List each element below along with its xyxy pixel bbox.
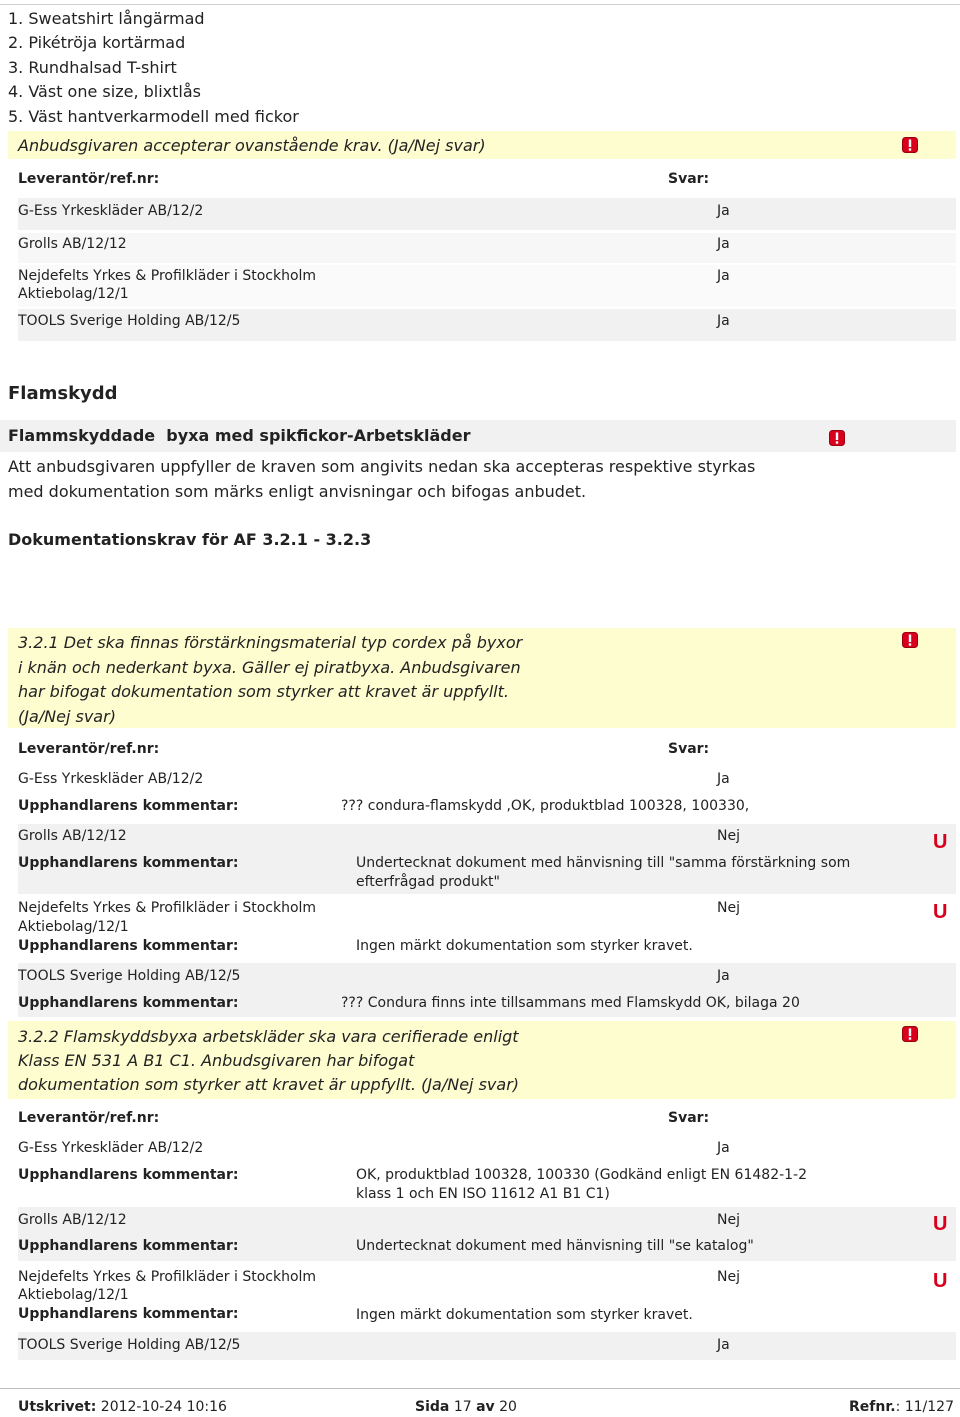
supplier-name: Nejdefelts Yrkes & Profilkläder i Stockholm — [18, 900, 317, 916]
list-item: 2. Pikétröja kortärmad — [8, 33, 186, 52]
requirement-text: Att anbudsgivaren uppfyller de kraven som angivits nedan ska accepteras respektive styrkas — [8, 457, 756, 476]
doc-heading: Dokumentationskrav för AF 3.2.1 - 3.2.3 — [8, 530, 372, 549]
comment-label: Upphandlarens kommentar: — [18, 1167, 239, 1183]
supplier-name-cont: Aktiebolag/12/1 — [18, 1287, 129, 1303]
supplier-name: TOOLS Sverige Holding AB/12/5 — [18, 313, 241, 329]
comment-text: Ingen märkt dokumentation som styrker kravet. — [356, 938, 693, 954]
answer-value: Nej — [717, 900, 740, 916]
answer-value: Ja — [717, 1337, 730, 1353]
warning-icon — [902, 137, 918, 153]
list-item: 4. Väst one size, blixtlås — [8, 82, 201, 101]
supplier-name: G-Ess Yrkeskläder AB/12/2 — [18, 771, 204, 787]
answer-value: Ja — [717, 236, 730, 252]
comment-label: Upphandlarens kommentar: — [18, 938, 239, 954]
supplier-name: TOOLS Sverige Holding AB/12/5 — [18, 968, 241, 984]
comment-text: Ingen märkt dokumentation som styrker kravet. — [356, 1307, 693, 1323]
comment-text: ??? Condura finns inte tillsammans med Flamskydd OK, bilaga 20 — [341, 995, 800, 1011]
footer-ref — [849, 1399, 954, 1415]
supplier-name: G-Ess Yrkeskläder AB/12/2 — [18, 203, 204, 219]
top-divider — [0, 4, 960, 5]
warning-icon — [829, 430, 845, 446]
answer-header: Svar: — [668, 741, 710, 757]
product-title: Flammskyddade byxa med spikfickor-Arbetskläder — [8, 426, 471, 445]
supplier-name: Nejdefelts Yrkes & Profilkläder i Stockholm — [18, 1269, 317, 1285]
requirement-line: 3.2.1 Det ska finnas förstärkningsmaterial typ cordex på byxor — [18, 633, 523, 652]
requirement-line: dokumentation som styrker att kravet är uppfyllt. (Ja/Nej svar) — [18, 1075, 520, 1094]
ref-value: : 11/127 — [895, 1399, 954, 1415]
warning-icon — [902, 1026, 918, 1042]
answer-value: Nej — [717, 1212, 740, 1228]
answer-value: Nej — [717, 828, 740, 844]
comment-text: Undertecknat dokument med hänvisning till "samma förstärkning som — [356, 855, 851, 871]
answer-header: Svar: — [668, 171, 710, 187]
footer-divider — [0, 1388, 960, 1389]
answer-value: Ja — [717, 968, 730, 984]
answer-value: Ja — [717, 203, 730, 219]
supplier-header: Leverantör/ref.nr: — [18, 741, 160, 757]
comment-text-cont: efterfrågad produkt" — [356, 874, 500, 890]
answer-value: Ja — [717, 1140, 730, 1156]
u-mark-icon: U — [933, 831, 948, 853]
answer-header: Svar: — [668, 1110, 710, 1126]
requirement-line: (Ja/Nej svar) — [18, 707, 116, 726]
list-item: 1. Sweatshirt långärmad — [8, 9, 205, 28]
comment-text-cont: klass 1 och EN ISO 11612 A1 B1 C1) — [356, 1186, 610, 1202]
page-total: 20 — [499, 1399, 517, 1415]
supplier-name: Grolls AB/12/12 — [18, 236, 127, 252]
supplier-name-cont: Aktiebolag/12/1 — [18, 286, 129, 302]
warning-icon — [902, 632, 918, 648]
supplier-name: Grolls AB/12/12 — [18, 828, 127, 844]
comment-text: OK, produktblad 100328, 100330 (Godkänd enligt EN 61482-1-2 — [356, 1167, 808, 1183]
comment-label: Upphandlarens kommentar: — [18, 855, 239, 871]
supplier-header: Leverantör/ref.nr: — [18, 1110, 160, 1126]
requirement-line: i knän och nederkant byxa. Gäller ej piratbyxa. Anbudsgivaren — [18, 658, 521, 677]
requirement-line: har bifogat dokumentation som styrker att kravet är uppfyllt. — [18, 682, 509, 701]
section-title: Flamskydd — [8, 383, 118, 404]
footer-page — [415, 1399, 517, 1415]
page-label: Sida — [415, 1399, 450, 1415]
page-of: av — [476, 1399, 495, 1415]
requirement-line: Klass EN 531 A B1 C1. Anbudsgivaren har bifogat — [18, 1051, 415, 1070]
footer-printed — [18, 1399, 227, 1415]
comment-text: Undertecknat dokument med hänvisning till "se katalog" — [356, 1238, 754, 1254]
accept-statement: Anbudsgivaren accepterar ovanstående krav. (Ja/Nej svar) — [18, 136, 486, 155]
printed-value: 2012-10-24 10:16 — [100, 1399, 227, 1415]
u-mark-icon: U — [933, 901, 948, 923]
requirement-line: 3.2.2 Flamskyddsbyxa arbetskläder ska vara cerifierade enligt — [18, 1027, 519, 1046]
page-current: 17 — [453, 1399, 472, 1415]
supplier-name: TOOLS Sverige Holding AB/12/5 — [18, 1337, 241, 1353]
comment-label: Upphandlarens kommentar: — [18, 798, 239, 814]
u-mark-icon: U — [933, 1270, 948, 1292]
comment-label: Upphandlarens kommentar: — [18, 995, 239, 1011]
supplier-name: Nejdefelts Yrkes & Profilkläder i Stockholm — [18, 268, 317, 284]
supplier-name: Grolls AB/12/12 — [18, 1212, 127, 1228]
supplier-name-cont: Aktiebolag/12/1 — [18, 919, 129, 935]
comment-text: ??? condura-flamskydd ,OK, produktblad 100328, 100330, — [341, 798, 750, 814]
u-mark-icon: U — [933, 1213, 948, 1235]
list-item: 5. Väst hantverkarmodell med fickor — [8, 107, 299, 126]
supplier-name: G-Ess Yrkeskläder AB/12/2 — [18, 1140, 204, 1156]
answer-value: Ja — [717, 771, 730, 787]
comment-label: Upphandlarens kommentar: — [18, 1306, 239, 1322]
supplier-header: Leverantör/ref.nr: — [18, 171, 160, 187]
list-item: 3. Rundhalsad T-shirt — [8, 58, 177, 77]
answer-value: Nej — [717, 1269, 740, 1285]
table-row — [18, 233, 956, 263]
answer-value: Ja — [717, 268, 730, 284]
printed-label: Utskrivet: — [18, 1399, 97, 1415]
requirement-text: med dokumentation som märks enligt anvisningar och bifogas anbudet. — [8, 482, 587, 501]
answer-value: Ja — [717, 313, 730, 329]
comment-label: Upphandlarens kommentar: — [18, 1238, 239, 1254]
ref-label: Refnr. — [849, 1399, 896, 1415]
